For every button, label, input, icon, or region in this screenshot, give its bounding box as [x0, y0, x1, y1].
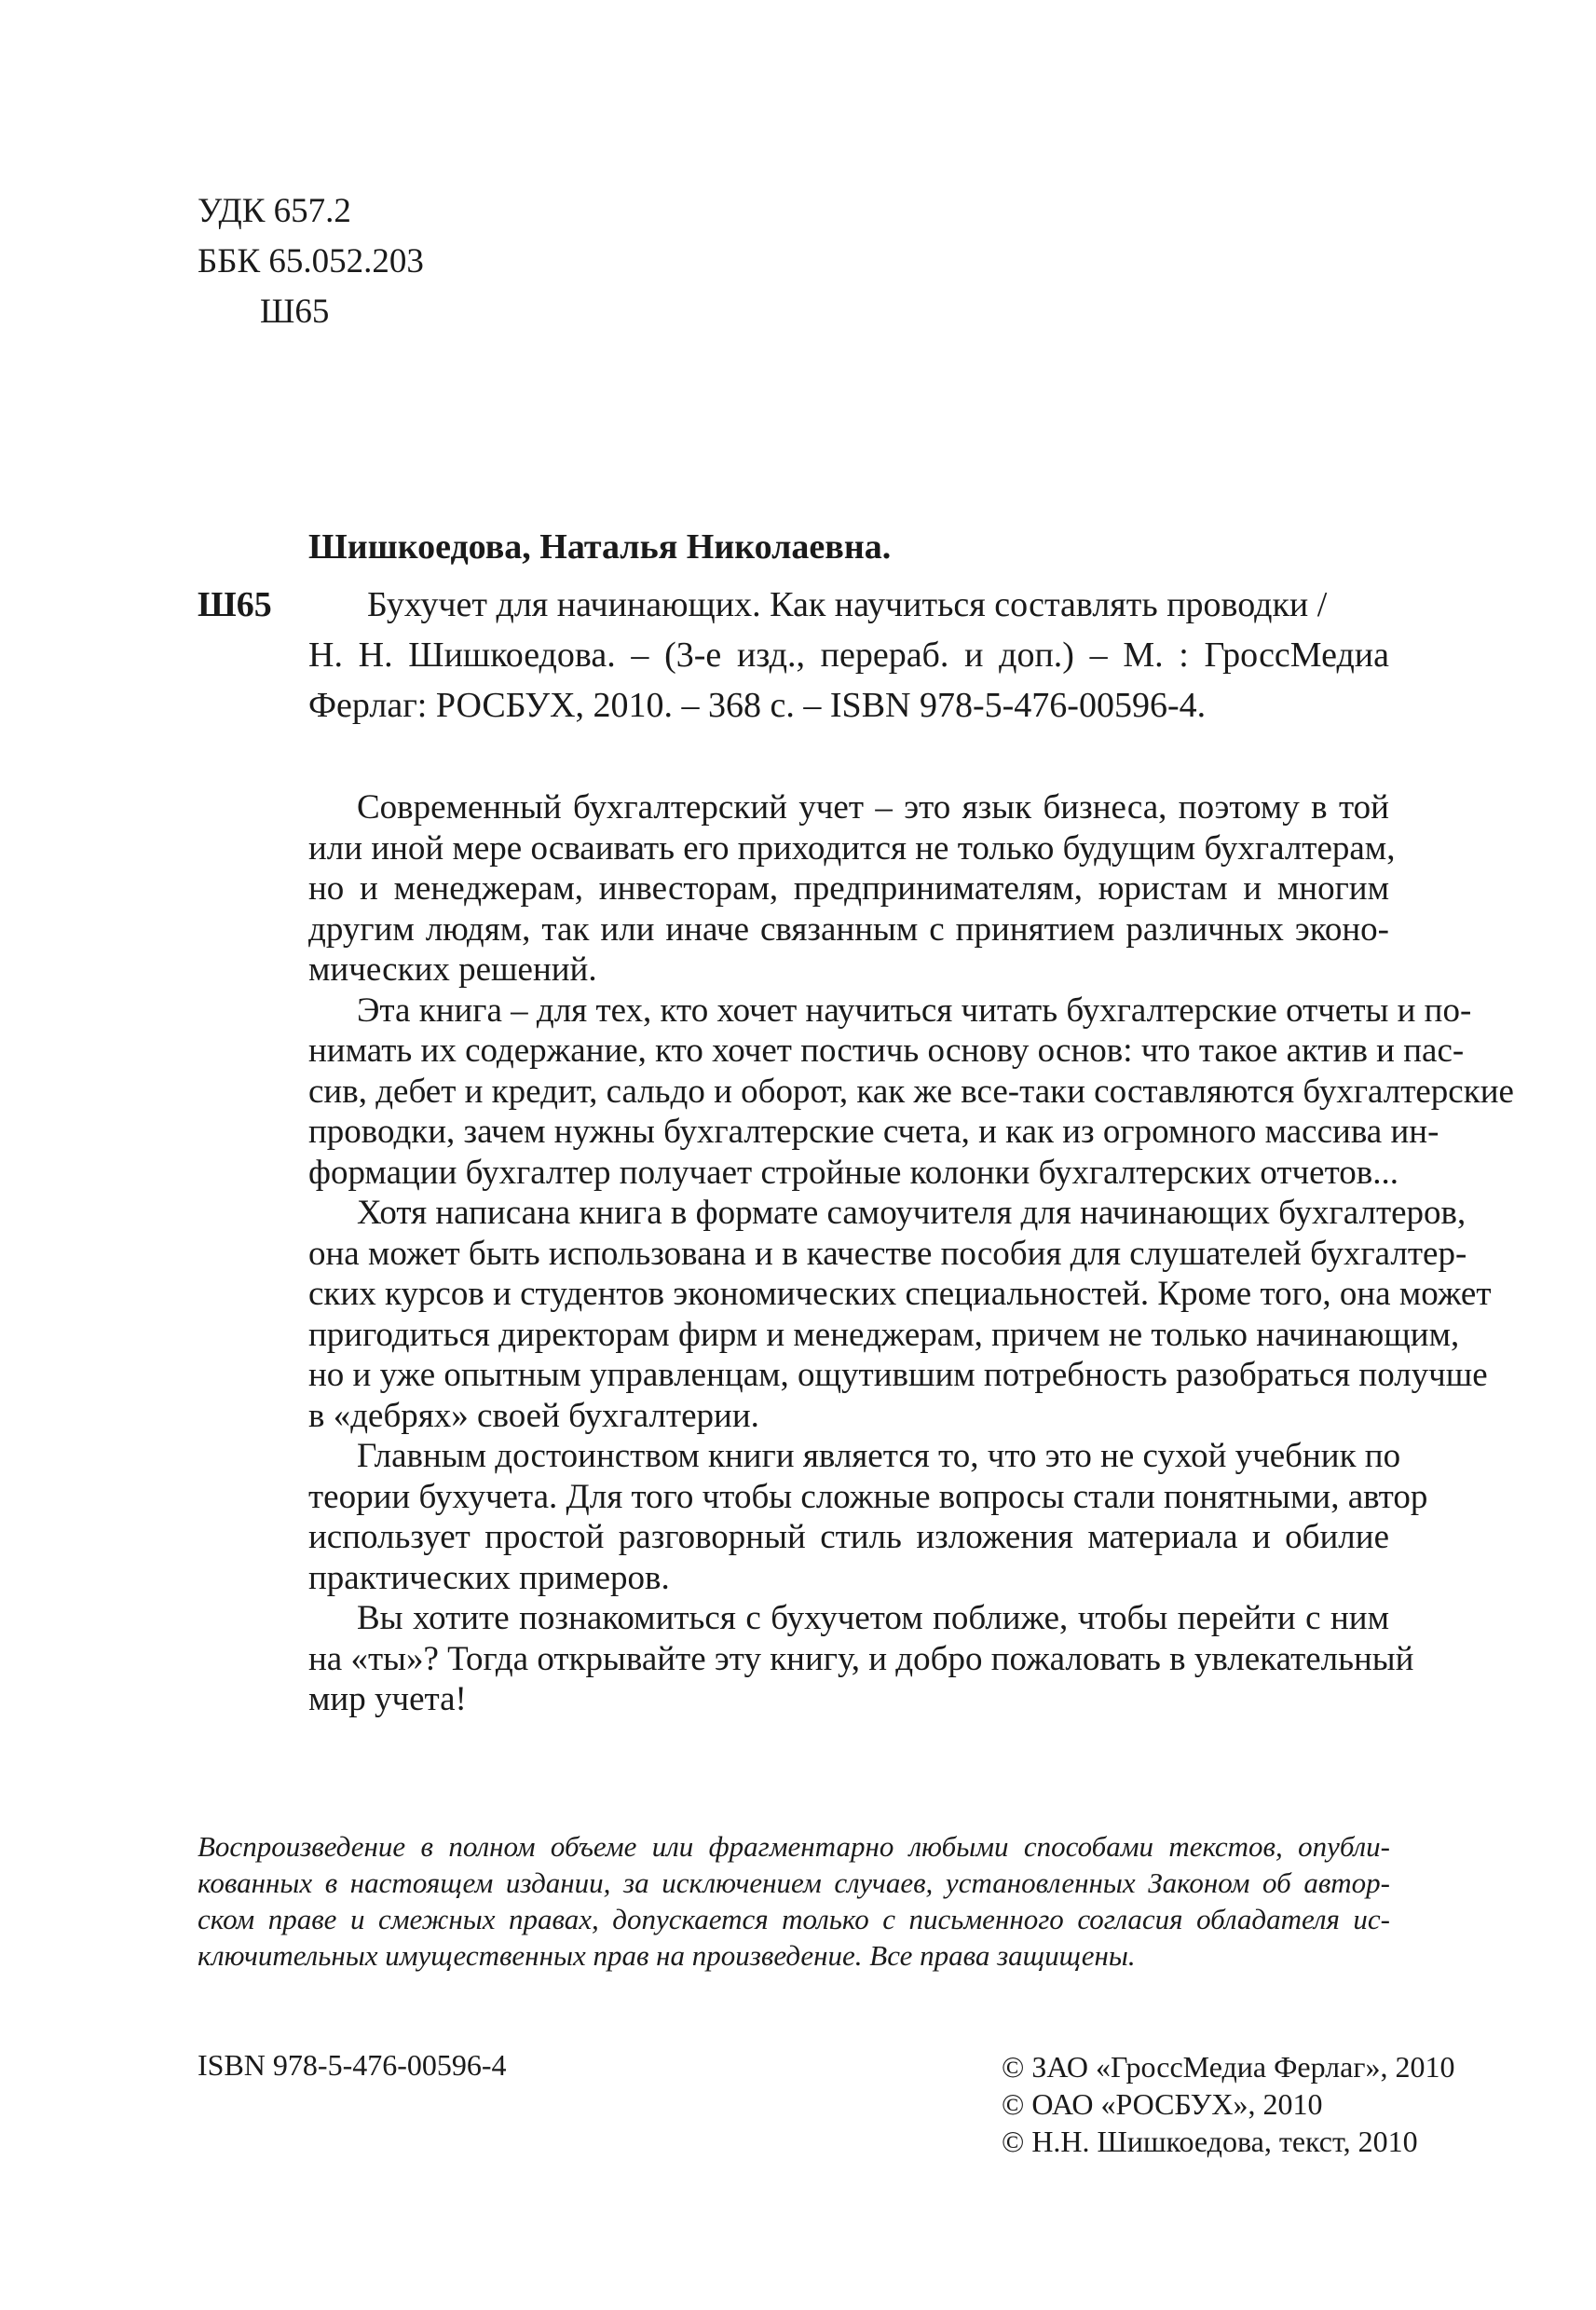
- notice-line: кованных в настоящем издании, за исключением случаев, установленных Законом об автор-: [198, 1866, 1390, 1899]
- annotation-line: Главным достоинством книги является то, что это не сухой учебник по: [357, 1437, 1401, 1475]
- annotation-line: практических примеров.: [308, 1558, 670, 1597]
- bbk-code: ББК 65.052.203: [198, 242, 424, 280]
- annotation-paragraph: [308, 787, 1396, 991]
- annotation-line: сив, дебет и кредит, сальдо и оборот, как же все-таки составляются бухгалтерские: [308, 1072, 1514, 1111]
- copyright-holders: [1002, 2048, 1454, 2160]
- annotation-line: нимать их содержание, кто хочет постичь основу основ: что такое актив и пас-: [308, 1032, 1465, 1070]
- annotation-line: формации бухгалтер получает стройные колонки бухгалтерских отчетов...: [308, 1153, 1398, 1192]
- notice-line: Воспроизведение в полном объеме или фрагментарно любыми способами текстов, опубли-: [198, 1830, 1390, 1863]
- footer-isbn: ISBN 978-5-476-00596-4: [198, 2048, 507, 2082]
- annotation-line: она может быть использована и в качестве пособия для слушателей бухгалтер-: [308, 1234, 1467, 1273]
- annotation-line: ских курсов и студентов экономических специальностей. Кроме того, она может: [308, 1275, 1492, 1313]
- annotation-line: Современный бухгалтерский учет – это язык бизнеса, поэтому в той: [357, 788, 1389, 827]
- annotation-line: мических решений.: [308, 950, 597, 989]
- annotation-line: в «дебрях» своей бухгалтерии.: [308, 1396, 759, 1435]
- annotation-line: Вы хотите познакомиться с бухучетом поближе, чтобы перейти с ним: [357, 1599, 1389, 1637]
- annotation-line: использует простой разговорный стиль изложения материала и обилие: [308, 1518, 1389, 1556]
- annotation-line: пригодиться директорам фирм и менеджерам, причем не только начинающим,: [308, 1315, 1460, 1354]
- annotation-line: на «ты»? Тогда открывайте эту книгу, и добро пожаловать в увлекательный: [308, 1639, 1414, 1678]
- biblio-line: Ферлаг: РОСБУХ, 2010. – 368 с. – ISBN 978-5-476-00596-4.: [308, 686, 1207, 725]
- annotation-line: мир учета!: [308, 1680, 467, 1718]
- copyright-line: © Н.Н. Шишкоедова, текст, 2010: [1002, 2125, 1418, 2158]
- copyright-line: © ОАО «РОСБУХ», 2010: [1002, 2087, 1323, 2121]
- biblio-author-sign: Ш65: [198, 585, 272, 624]
- classification-block: [198, 186, 424, 337]
- annotation-paragraph: [308, 1193, 1492, 1436]
- author-sign-code: Ш65: [260, 293, 330, 331]
- annotation-paragraph: [308, 1436, 1428, 1598]
- annotation: [308, 787, 1514, 1720]
- copyright-line: © ЗАО «ГроссМедиа Ферлаг», 2010: [1002, 2050, 1455, 2084]
- annotation-line: теории бухучета. Для того чтобы сложные вопросы стали понятными, автор: [308, 1477, 1428, 1516]
- biblio-line: Бухучет для начинающих. Как научиться составлять проводки /: [367, 585, 1328, 624]
- annotation-line: проводки, зачем нужны бухгалтерские счета, и как из огромного массива ин-: [308, 1113, 1439, 1151]
- annotation-line: или иной мере осваивать его приходится не только будущим бухгалтерам,: [308, 828, 1396, 868]
- annotation-paragraph: [308, 1598, 1414, 1720]
- biblio-description: [308, 580, 1389, 731]
- annotation-line: другим людям, так или иначе связанным с принятием различных эконо-: [308, 909, 1389, 949]
- annotation-line: но и менеджерам, инвесторам, предпринимателям, юристам и многим: [308, 869, 1389, 908]
- udk-code: УДК 657.2: [198, 192, 351, 230]
- biblio-author: Шишкоедова, Наталья Николаевна.: [308, 527, 892, 567]
- annotation-line: Эта книга – для тех, кто хочет научиться читать бухгалтерские отчеты и по-: [357, 991, 1472, 1030]
- annotation-line: но и уже опытным управленцам, ощутившим потребность разобраться получше: [308, 1356, 1488, 1394]
- copyright-notice: [198, 1828, 1390, 1974]
- annotation-paragraph: [308, 991, 1514, 1194]
- annotation-line: Хотя написана книга в формате самоучителя для начинающих бухгалтеров,: [357, 1194, 1466, 1232]
- biblio-line: Н. Н. Шишкоедова. – (3-е изд., перераб. и доп.) – М. : ГроссМедиа: [308, 636, 1389, 675]
- notice-line: ском праве и смежных правах, допускается только с письменного согласия обладателя ис-: [198, 1903, 1390, 1935]
- notice-line: ключительных имущественных прав на произведение. Все права защищены.: [198, 1939, 1136, 1972]
